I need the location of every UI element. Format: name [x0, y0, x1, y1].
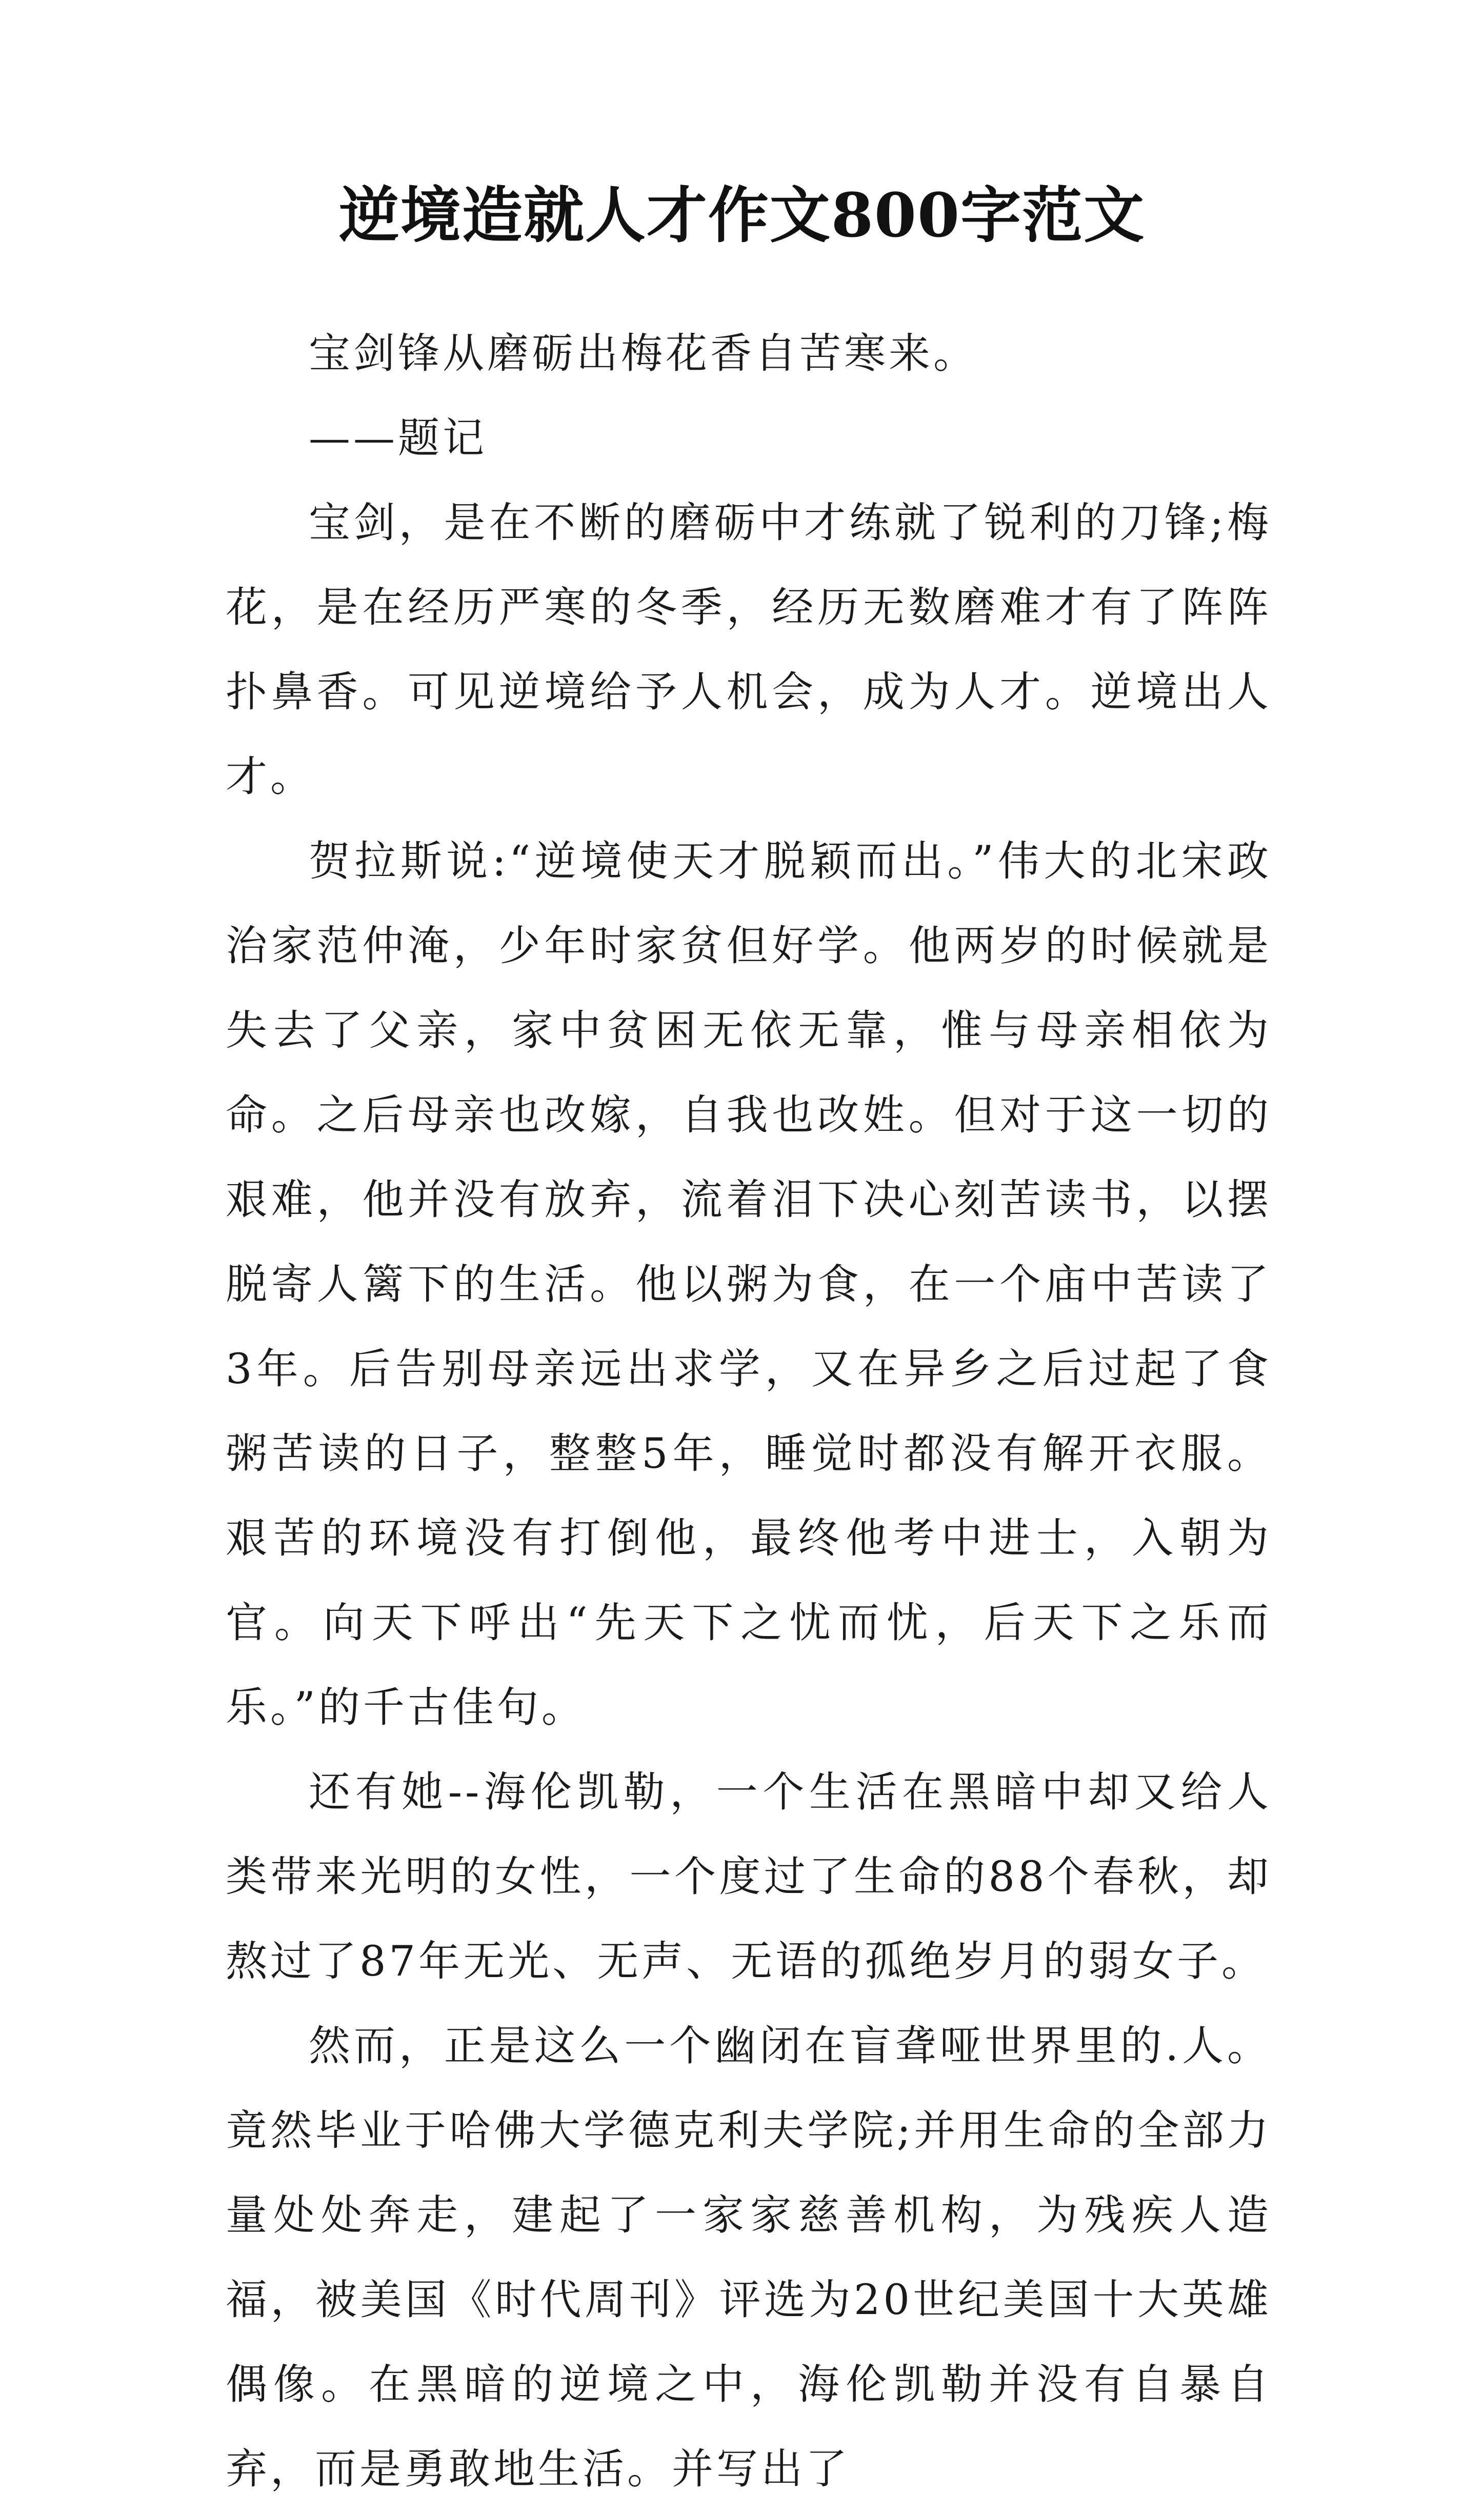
document-title: 逆境造就人才作文800字范文	[338, 180, 1146, 251]
paragraph-1: 宝剑，是在不断的磨砺中才练就了锐利的刀锋;梅花，是在经历严寒的冬季，经历无数磨难才有了阵阵扑鼻香。可见逆境给予人机会，成为人才。逆境出人才。	[226, 499, 1272, 801]
paragraph-3: 还有她--海伦凯勒，一个生活在黑暗中却又给人类带来光明的女性，一个度过了生命的88个春秋，却熬过了87年无光、无声、无语的孤绝岁月的弱女子。	[226, 1768, 1272, 1986]
epigraph-attribution: ——题记	[309, 414, 488, 463]
document-body	[226, 312, 1272, 2512]
paragraph-4: 然而，正是这么一个幽闭在盲聋哑世界里的.人。竟然毕业于哈佛大学德克利夫学院;并用生命的全部力量处处奔走，建起了一家家慈善机构，为残疾人造福，被美国《时代周刊》评选为20世纪美国十大英雄偶像。在黑暗的逆境之中，海伦凯勒并没有自暴自弃，而是勇敢地生活。并写出了	[226, 2022, 1272, 2494]
paragraph-2: 贺拉斯说:“逆境使天才脱颖而出。”伟大的北宋政治家范仲淹，少年时家贫但好学。他两岁的时候就是失去了父亲，家中贫困无依无靠，惟与母亲相依为命。之后母亲也改嫁，自我也改姓。但对于这一切的艰难，他并没有放弃，流着泪下决心刻苦读书，以摆脱寄人篱下的生活。他以粥为食，在一个庙中苦读了3年。后告别母亲远出求学，又在异乡之后过起了食粥苦读的日子，整整5年，睡觉时都没有解开衣服。艰苦的环境没有打倒他，最终他考中进士，入朝为官。向天下呼出“先天下之忧而忧，后天下之乐而乐。”的千古佳句。	[226, 838, 1272, 1732]
epigraph-line: 宝剑锋从磨砺出梅花香自苦寒来。	[309, 330, 978, 378]
